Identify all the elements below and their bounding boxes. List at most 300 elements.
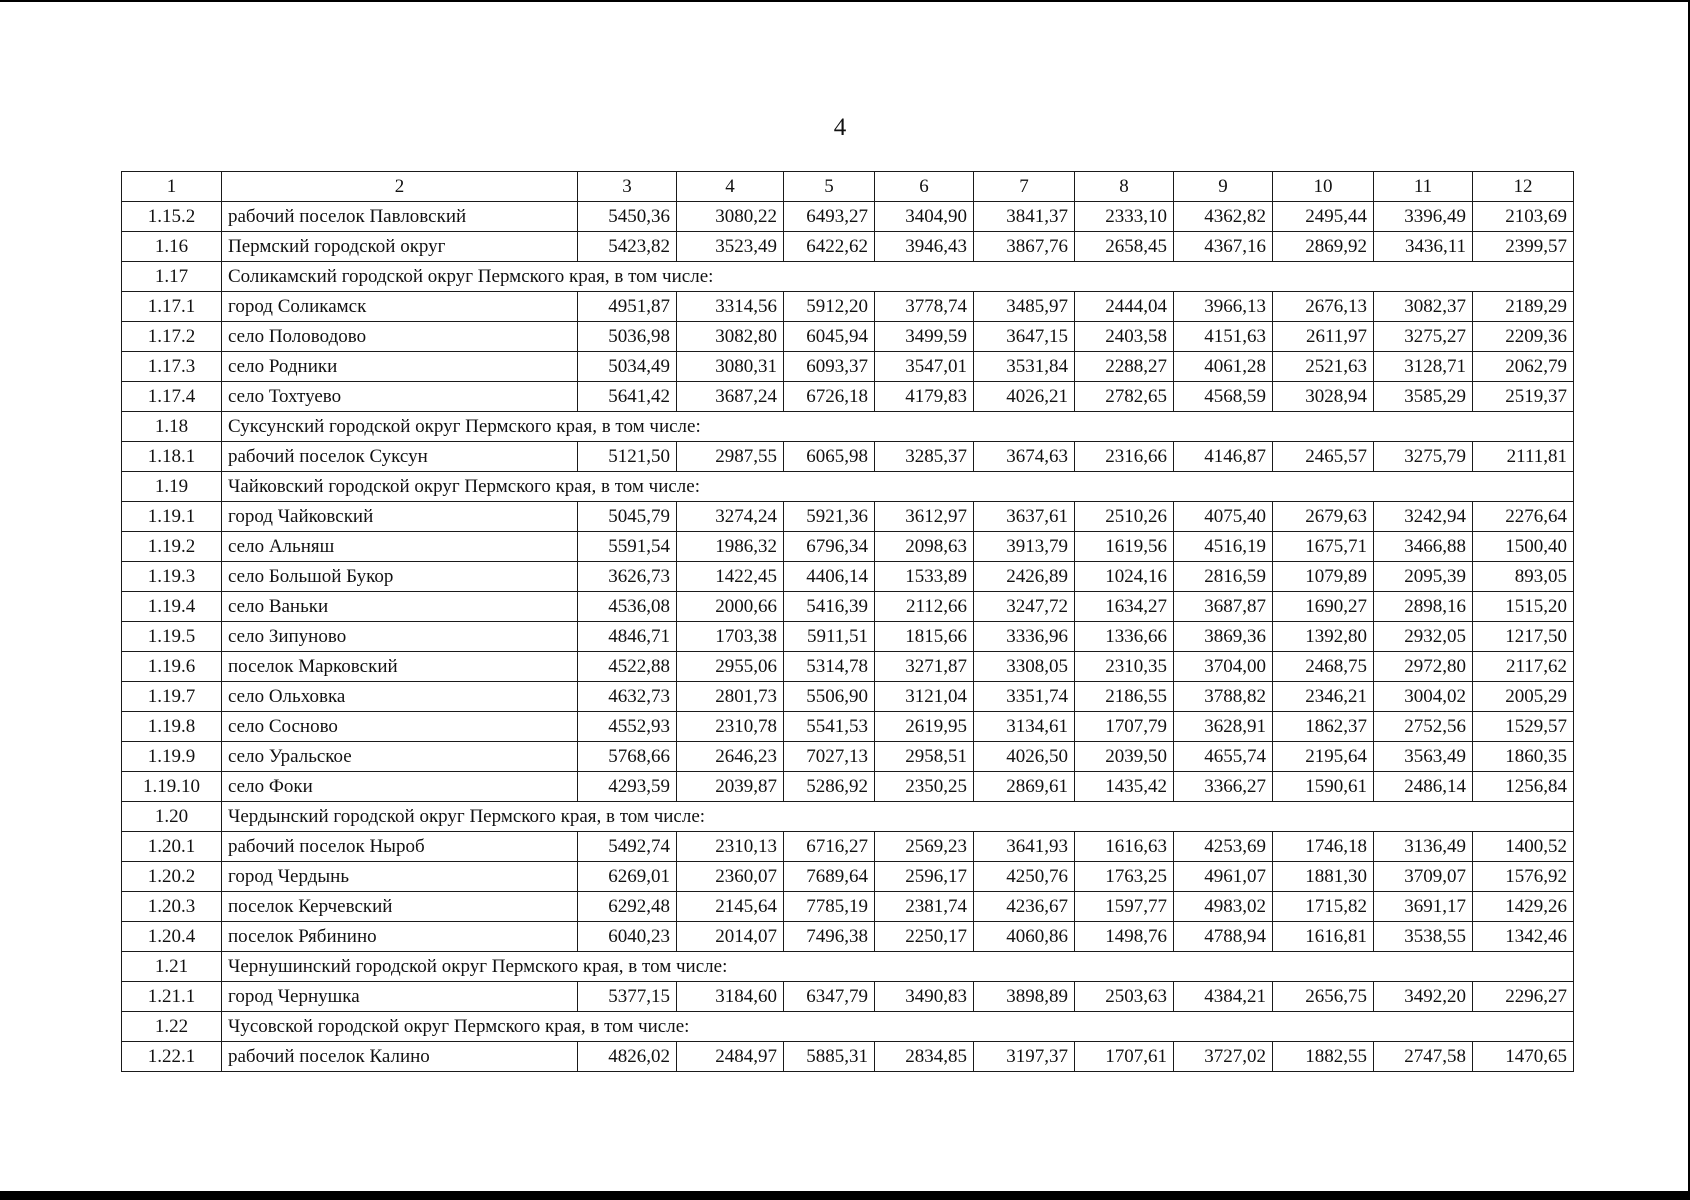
value-cell: 1616,63 [1075, 832, 1174, 862]
value-cell: 4655,74 [1174, 742, 1273, 772]
value-cell: 3308,05 [974, 652, 1075, 682]
header-row [122, 172, 1574, 202]
value-cell: 4826,02 [578, 1042, 677, 1072]
value-cell: 1882,55 [1273, 1042, 1374, 1072]
value-cell: 1435,42 [1075, 772, 1174, 802]
value-cell: 2484,97 [677, 1042, 784, 1072]
value-cell: 4151,63 [1174, 322, 1273, 352]
value-cell: 2752,56 [1374, 712, 1473, 742]
value-cell: 3841,37 [974, 202, 1075, 232]
column-number-header: 8 [1075, 172, 1174, 202]
value-cell: 1392,80 [1273, 622, 1374, 652]
settlement-name: село Половодово [222, 322, 578, 352]
value-cell: 5036,98 [578, 322, 677, 352]
value-cell: 3499,59 [875, 322, 974, 352]
value-cell: 3523,49 [677, 232, 784, 262]
value-cell: 5045,79 [578, 502, 677, 532]
group-heading: Соликамский городской округ Пермского края, в том числе: [222, 262, 1574, 292]
row-code: 1.20.4 [122, 922, 222, 952]
value-cell: 2310,35 [1075, 652, 1174, 682]
value-cell: 7027,13 [784, 742, 875, 772]
value-cell: 2005,29 [1473, 682, 1574, 712]
value-cell: 3628,91 [1174, 712, 1273, 742]
value-cell: 2360,07 [677, 862, 784, 892]
table-row [122, 922, 1574, 952]
value-cell: 1515,20 [1473, 592, 1574, 622]
value-cell: 1862,37 [1273, 712, 1374, 742]
value-cell: 3136,49 [1374, 832, 1473, 862]
value-cell: 4026,21 [974, 382, 1075, 412]
value-cell: 2310,13 [677, 832, 784, 862]
value-cell: 1422,45 [677, 562, 784, 592]
value-cell: 2062,79 [1473, 352, 1574, 382]
value-cell: 3336,96 [974, 622, 1075, 652]
table-row [122, 982, 1574, 1012]
value-cell: 3080,22 [677, 202, 784, 232]
row-code: 1.19.2 [122, 532, 222, 562]
value-cell: 3869,36 [1174, 622, 1273, 652]
value-cell: 3647,15 [974, 322, 1075, 352]
row-code: 1.18.1 [122, 442, 222, 472]
value-cell: 3197,37 [974, 1042, 1075, 1072]
value-cell: 1342,46 [1473, 922, 1574, 952]
value-cell: 3687,24 [677, 382, 784, 412]
value-cell: 2495,44 [1273, 202, 1374, 232]
value-cell: 1707,61 [1075, 1042, 1174, 1072]
row-code: 1.19.3 [122, 562, 222, 592]
row-code: 1.21.1 [122, 982, 222, 1012]
value-cell: 5541,53 [784, 712, 875, 742]
settlement-name: село Фоки [222, 772, 578, 802]
value-cell: 2503,63 [1075, 982, 1174, 1012]
value-cell: 1217,50 [1473, 622, 1574, 652]
value-cell: 4367,16 [1174, 232, 1273, 262]
value-cell: 2465,57 [1273, 442, 1374, 472]
settlement-name: село Большой Букор [222, 562, 578, 592]
value-cell: 1590,61 [1273, 772, 1374, 802]
value-cell: 2381,74 [875, 892, 974, 922]
row-code: 1.19 [122, 472, 222, 502]
settlement-name: поселок Керчевский [222, 892, 578, 922]
value-cell: 3275,79 [1374, 442, 1473, 472]
value-cell: 2098,63 [875, 532, 974, 562]
value-cell: 3946,43 [875, 232, 974, 262]
value-cell: 3585,29 [1374, 382, 1473, 412]
settlement-name: село Ваньки [222, 592, 578, 622]
value-cell: 5912,20 [784, 292, 875, 322]
row-code: 1.20.3 [122, 892, 222, 922]
value-cell: 893,05 [1473, 562, 1574, 592]
value-cell: 5506,90 [784, 682, 875, 712]
value-cell: 5034,49 [578, 352, 677, 382]
value-cell: 4961,07 [1174, 862, 1273, 892]
value-cell: 6292,48 [578, 892, 677, 922]
value-cell: 1634,27 [1075, 592, 1174, 622]
value-cell: 5416,39 [784, 592, 875, 622]
value-cell: 2521,63 [1273, 352, 1374, 382]
value-cell: 5286,92 [784, 772, 875, 802]
column-number-header: 7 [974, 172, 1075, 202]
column-number-header: 1 [122, 172, 222, 202]
value-cell: 3134,61 [974, 712, 1075, 742]
value-cell: 2288,27 [1075, 352, 1174, 382]
table-row [122, 562, 1574, 592]
value-cell: 2510,26 [1075, 502, 1174, 532]
table-body [122, 172, 1574, 1072]
row-code: 1.19.7 [122, 682, 222, 712]
value-cell: 1529,57 [1473, 712, 1574, 742]
settlement-name: поселок Марковский [222, 652, 578, 682]
settlement-name: рабочий поселок Суксун [222, 442, 578, 472]
row-code: 1.17.4 [122, 382, 222, 412]
value-cell: 7496,38 [784, 922, 875, 952]
group-heading-row [122, 412, 1574, 442]
value-cell: 6422,62 [784, 232, 875, 262]
value-cell: 4536,08 [578, 592, 677, 622]
value-cell: 3485,97 [974, 292, 1075, 322]
value-cell: 6040,23 [578, 922, 677, 952]
value-cell: 2486,14 [1374, 772, 1473, 802]
value-cell: 5768,66 [578, 742, 677, 772]
settlement-name: село Зипуново [222, 622, 578, 652]
value-cell: 2611,97 [1273, 322, 1374, 352]
value-cell: 2679,63 [1273, 502, 1374, 532]
value-cell: 2039,87 [677, 772, 784, 802]
value-cell: 6796,34 [784, 532, 875, 562]
value-cell: 3490,83 [875, 982, 974, 1012]
value-cell: 3641,93 [974, 832, 1075, 862]
value-cell: 3727,02 [1174, 1042, 1273, 1072]
table-row [122, 742, 1574, 772]
value-cell: 3687,87 [1174, 592, 1273, 622]
value-cell: 2276,64 [1473, 502, 1574, 532]
value-cell: 2117,62 [1473, 652, 1574, 682]
value-cell: 4236,67 [974, 892, 1075, 922]
value-cell: 1500,40 [1473, 532, 1574, 562]
value-cell: 1881,30 [1273, 862, 1374, 892]
table-row [122, 292, 1574, 322]
value-cell: 1336,66 [1075, 622, 1174, 652]
value-cell: 3004,02 [1374, 682, 1473, 712]
settlement-name: город Соликамск [222, 292, 578, 322]
value-cell: 1576,92 [1473, 862, 1574, 892]
value-cell: 4406,14 [784, 562, 875, 592]
table-row [122, 532, 1574, 562]
value-cell: 3966,13 [1174, 292, 1273, 322]
value-cell: 2333,10 [1075, 202, 1174, 232]
value-cell: 4516,19 [1174, 532, 1273, 562]
value-cell: 4522,88 [578, 652, 677, 682]
row-code: 1.20.1 [122, 832, 222, 862]
row-code: 1.20.2 [122, 862, 222, 892]
value-cell: 1256,84 [1473, 772, 1574, 802]
value-cell: 1815,66 [875, 622, 974, 652]
value-cell: 2932,05 [1374, 622, 1473, 652]
value-cell: 3242,94 [1374, 502, 1473, 532]
value-cell: 1703,38 [677, 622, 784, 652]
scan-top-edge [0, 0, 1690, 2]
row-code: 1.19.4 [122, 592, 222, 622]
value-cell: 2310,78 [677, 712, 784, 742]
group-heading: Чердынский городской округ Пермского края, в том числе: [222, 802, 1574, 832]
value-cell: 3466,88 [1374, 532, 1473, 562]
value-cell: 5591,54 [578, 532, 677, 562]
value-cell: 1533,89 [875, 562, 974, 592]
value-cell: 3691,17 [1374, 892, 1473, 922]
value-cell: 1429,26 [1473, 892, 1574, 922]
value-cell: 4250,76 [974, 862, 1075, 892]
column-number-header: 6 [875, 172, 974, 202]
value-cell: 2426,89 [974, 562, 1075, 592]
value-cell: 2112,66 [875, 592, 974, 622]
value-cell: 1690,27 [1273, 592, 1374, 622]
value-cell: 1079,89 [1273, 562, 1374, 592]
row-code: 1.19.9 [122, 742, 222, 772]
row-code: 1.22 [122, 1012, 222, 1042]
value-cell: 3709,07 [1374, 862, 1473, 892]
value-cell: 2145,64 [677, 892, 784, 922]
column-number-header: 3 [578, 172, 677, 202]
value-cell: 2186,55 [1075, 682, 1174, 712]
row-code: 1.19.6 [122, 652, 222, 682]
value-cell: 5641,42 [578, 382, 677, 412]
value-cell: 2656,75 [1273, 982, 1374, 1012]
row-code: 1.18 [122, 412, 222, 442]
value-cell: 2296,27 [1473, 982, 1574, 1012]
value-cell: 4253,69 [1174, 832, 1273, 862]
value-cell: 1715,82 [1273, 892, 1374, 922]
value-cell: 6045,94 [784, 322, 875, 352]
value-cell: 5450,36 [578, 202, 677, 232]
value-cell: 5377,15 [578, 982, 677, 1012]
value-cell: 2676,13 [1273, 292, 1374, 322]
value-cell: 6093,37 [784, 352, 875, 382]
settlement-name: город Чернушка [222, 982, 578, 1012]
row-code: 1.16 [122, 232, 222, 262]
settlement-name: Пермский городской округ [222, 232, 578, 262]
row-code: 1.17.2 [122, 322, 222, 352]
value-cell: 6347,79 [784, 982, 875, 1012]
table-row [122, 202, 1574, 232]
settlement-name: село Сосново [222, 712, 578, 742]
table-row [122, 502, 1574, 532]
table-row [122, 382, 1574, 412]
value-cell: 3898,89 [974, 982, 1075, 1012]
value-cell: 3351,74 [974, 682, 1075, 712]
value-cell: 1707,79 [1075, 712, 1174, 742]
value-cell: 2958,51 [875, 742, 974, 772]
value-cell: 1024,16 [1075, 562, 1174, 592]
value-cell: 3547,01 [875, 352, 974, 382]
column-number-header: 11 [1374, 172, 1473, 202]
settlement-name: село Ольховка [222, 682, 578, 712]
value-cell: 2189,29 [1473, 292, 1574, 322]
value-cell: 3128,71 [1374, 352, 1473, 382]
value-cell: 2444,04 [1075, 292, 1174, 322]
value-cell: 3531,84 [974, 352, 1075, 382]
table-row [122, 1042, 1574, 1072]
group-heading: Чернушинский городской округ Пермского края, в том числе: [222, 952, 1574, 982]
data-table [121, 171, 1574, 1072]
value-cell: 2869,61 [974, 772, 1075, 802]
value-cell: 5921,36 [784, 502, 875, 532]
value-cell: 3082,80 [677, 322, 784, 352]
table-row [122, 652, 1574, 682]
value-cell: 5885,31 [784, 1042, 875, 1072]
row-code: 1.19.8 [122, 712, 222, 742]
value-cell: 4632,73 [578, 682, 677, 712]
group-heading-row [122, 262, 1574, 292]
value-cell: 3314,56 [677, 292, 784, 322]
value-cell: 2399,57 [1473, 232, 1574, 262]
value-cell: 4951,87 [578, 292, 677, 322]
value-cell: 3247,72 [974, 592, 1075, 622]
value-cell: 3867,76 [974, 232, 1075, 262]
value-cell: 3404,90 [875, 202, 974, 232]
row-code: 1.17.3 [122, 352, 222, 382]
value-cell: 1860,35 [1473, 742, 1574, 772]
value-cell: 2658,45 [1075, 232, 1174, 262]
value-cell: 2346,21 [1273, 682, 1374, 712]
value-cell: 3674,63 [974, 442, 1075, 472]
value-cell: 2403,58 [1075, 322, 1174, 352]
row-code: 1.19.1 [122, 502, 222, 532]
row-code: 1.15.2 [122, 202, 222, 232]
value-cell: 6726,18 [784, 382, 875, 412]
group-heading: Чусовской городской округ Пермского края, в том числе: [222, 1012, 1574, 1042]
value-cell: 4362,82 [1174, 202, 1273, 232]
group-heading-row [122, 802, 1574, 832]
settlement-name: поселок Рябинино [222, 922, 578, 952]
table-row [122, 592, 1574, 622]
column-number-header: 5 [784, 172, 875, 202]
value-cell: 2039,50 [1075, 742, 1174, 772]
value-cell: 2898,16 [1374, 592, 1473, 622]
value-cell: 3436,11 [1374, 232, 1473, 262]
value-cell: 3366,27 [1174, 772, 1273, 802]
table-row [122, 772, 1574, 802]
row-code: 1.19.10 [122, 772, 222, 802]
value-cell: 2816,59 [1174, 562, 1273, 592]
page-number: 4 [833, 114, 847, 141]
value-cell: 5492,74 [578, 832, 677, 862]
settlement-name: город Чайковский [222, 502, 578, 532]
column-number-header: 12 [1473, 172, 1574, 202]
value-cell: 3626,73 [578, 562, 677, 592]
settlement-name: село Уральское [222, 742, 578, 772]
value-cell: 2014,07 [677, 922, 784, 952]
table-row [122, 622, 1574, 652]
settlement-name: рабочий поселок Калино [222, 1042, 578, 1072]
column-number-header: 9 [1174, 172, 1273, 202]
value-cell: 6269,01 [578, 862, 677, 892]
table-row [122, 862, 1574, 892]
value-cell: 1675,71 [1273, 532, 1374, 562]
table-row [122, 322, 1574, 352]
value-cell: 3275,27 [1374, 322, 1473, 352]
row-code: 1.17 [122, 262, 222, 292]
value-cell: 3080,31 [677, 352, 784, 382]
value-cell: 2747,58 [1374, 1042, 1473, 1072]
table-row [122, 892, 1574, 922]
value-cell: 4788,94 [1174, 922, 1273, 952]
table-row [122, 352, 1574, 382]
row-code: 1.22.1 [122, 1042, 222, 1072]
value-cell: 4293,59 [578, 772, 677, 802]
value-cell: 4075,40 [1174, 502, 1273, 532]
value-cell: 3396,49 [1374, 202, 1473, 232]
value-cell: 1763,25 [1075, 862, 1174, 892]
value-cell: 2834,85 [875, 1042, 974, 1072]
group-heading-row [122, 1012, 1574, 1042]
value-cell: 3563,49 [1374, 742, 1473, 772]
table-row [122, 832, 1574, 862]
value-cell: 1746,18 [1273, 832, 1374, 862]
value-cell: 1597,77 [1075, 892, 1174, 922]
value-cell: 5121,50 [578, 442, 677, 472]
value-cell: 4060,86 [974, 922, 1075, 952]
column-number-header: 2 [222, 172, 578, 202]
value-cell: 2209,36 [1473, 322, 1574, 352]
settlement-name: село Родники [222, 352, 578, 382]
value-cell: 1400,52 [1473, 832, 1574, 862]
value-cell: 2316,66 [1075, 442, 1174, 472]
value-cell: 1616,81 [1273, 922, 1374, 952]
table-row [122, 682, 1574, 712]
value-cell: 1619,56 [1075, 532, 1174, 562]
value-cell: 4026,50 [974, 742, 1075, 772]
value-cell: 4146,87 [1174, 442, 1273, 472]
value-cell: 3184,60 [677, 982, 784, 1012]
group-heading: Суксунский городской округ Пермского края, в том числе: [222, 412, 1574, 442]
value-cell: 1986,32 [677, 532, 784, 562]
value-cell: 2569,23 [875, 832, 974, 862]
row-code: 1.21 [122, 952, 222, 982]
value-cell: 4179,83 [875, 382, 974, 412]
scan-bottom-edge [0, 1191, 1690, 1200]
settlement-name: село Альняш [222, 532, 578, 562]
value-cell: 3704,00 [1174, 652, 1273, 682]
table-row [122, 442, 1574, 472]
value-cell: 3028,94 [1273, 382, 1374, 412]
value-cell: 3285,37 [875, 442, 974, 472]
value-cell: 3788,82 [1174, 682, 1273, 712]
value-cell: 4568,59 [1174, 382, 1273, 412]
value-cell: 2987,55 [677, 442, 784, 472]
settlement-name: село Тохтуево [222, 382, 578, 412]
value-cell: 2195,64 [1273, 742, 1374, 772]
value-cell: 7785,19 [784, 892, 875, 922]
value-cell: 2619,95 [875, 712, 974, 742]
settlement-name: рабочий поселок Ныроб [222, 832, 578, 862]
value-cell: 2468,75 [1273, 652, 1374, 682]
value-cell: 3492,20 [1374, 982, 1473, 1012]
row-code: 1.19.5 [122, 622, 222, 652]
value-cell: 3274,24 [677, 502, 784, 532]
value-cell: 2250,17 [875, 922, 974, 952]
value-cell: 7689,64 [784, 862, 875, 892]
value-cell: 2095,39 [1374, 562, 1473, 592]
value-cell: 1470,65 [1473, 1042, 1574, 1072]
value-cell: 6716,27 [784, 832, 875, 862]
value-cell: 2869,92 [1273, 232, 1374, 262]
value-cell: 2519,37 [1473, 382, 1574, 412]
value-cell: 3121,04 [875, 682, 974, 712]
value-cell: 2596,17 [875, 862, 974, 892]
value-cell: 3637,61 [974, 502, 1075, 532]
value-cell: 5911,51 [784, 622, 875, 652]
value-cell: 4384,21 [1174, 982, 1273, 1012]
